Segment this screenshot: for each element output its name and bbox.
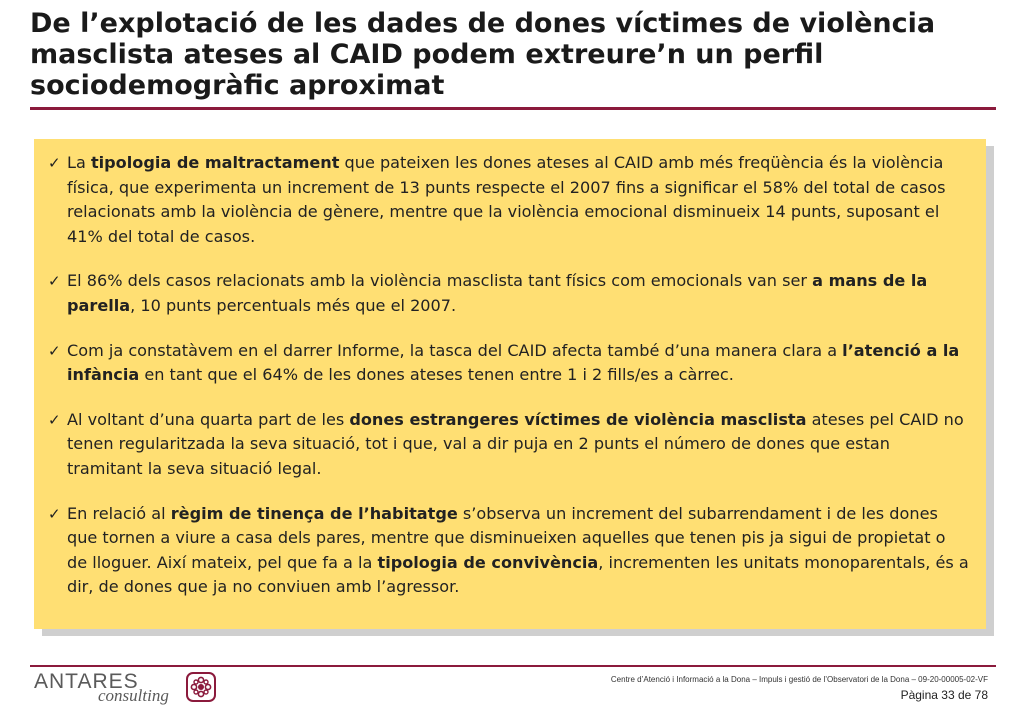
checkmark-icon: ✓ [48,154,61,172]
body-text: El 86% dels casos relacionats amb la violència masclista tant físics com emocionals van ser [67,271,813,291]
emphasis-text: l’atenció a la infància [67,340,960,385]
slide-title: De l’explotació de les dades de dones víctimes de violència masclista ateses al CAID podem extreure’n un perfil sociodemogràfic aproximat [30,8,936,101]
finding-bullet-1 [48,151,970,249]
logo-subtitle: consulting [98,686,169,705]
emphasis-text: a mans de la parella [67,271,928,315]
finding-text [67,153,946,246]
logo-name: ANTARES [34,670,139,693]
body-text: Al voltant d’una quarta part de les [67,409,350,429]
body-text: , 10 punts percentuals més que el 2007. [130,295,457,315]
title-divider [30,107,996,110]
body-text: En relació al [67,503,171,523]
emphasis-text: tipologia de convivència [377,552,599,572]
body-text: La [67,153,91,172]
document-reference: Centre d’Atenció i Informació a la Dona – Impuls i gestió de l’Observatori de la Dona – 09-20-00005-02-VF [610,675,988,684]
emphasis-text: tipologia de maltractament [90,153,340,172]
checkmark-icon: ✓ [48,341,61,360]
finding-text [67,341,959,385]
finding-text [67,504,969,597]
footer-divider [30,665,996,667]
finding-bullet-4 [48,408,970,482]
body-text: , incrementen les unitats monoparentals, és a dir, de dones que ja no conviuen amb l’agressor. [67,552,969,597]
findings-panel [34,139,986,629]
checkmark-icon: ✓ [48,272,61,291]
body-text: s’observa un increment del subarrendament i de les dones que tornen a viure a casa dels pares, mentre que disminueixen aquelles que tenen pis ja sigui de propietat o de lloguer. Així mateix, pel que fa a la [67,503,946,572]
emphasis-text: dones estrangeres víctimes de violència masclista [349,409,807,429]
body-text: ateses pel CAID no tenen regularitzada la seva situació, tot i que, val a dir puja en 2 punts el número de dones que estan tramitant la seva situació legal. [67,409,964,478]
finding-bullet-2 [48,269,970,318]
antares-rosette-icon [186,672,216,702]
finding-text [67,410,964,478]
page-number: Pàgina 33 de 78 [900,688,988,702]
emphasis-text: règim de tinença de l’habitatge [170,503,458,523]
body-text: en tant que el 64% de les dones ateses tenen entre 1 i 2 fills/es a càrrec. [139,365,734,385]
body-text: que pateixen les dones ateses al CAID amb més freqüència és la violència física, que experimenta un increment de 13 punts respecte el 2007 fins a significar el 58% del total de casos relacionats amb la violència de gènere, mentre que la violència emocional disminueix 14 punts, suposant el 41% del total de casos. [67,153,946,246]
body-text: Com ja constatàvem en el darrer Informe, la tasca del CAID afecta també d’una manera clara a [67,340,843,360]
checkmark-icon: ✓ [48,504,61,523]
finding-bullet-5 [48,502,970,600]
finding-bullet-3 [48,339,970,388]
checkmark-icon: ✓ [48,410,61,429]
finding-text [67,271,927,315]
